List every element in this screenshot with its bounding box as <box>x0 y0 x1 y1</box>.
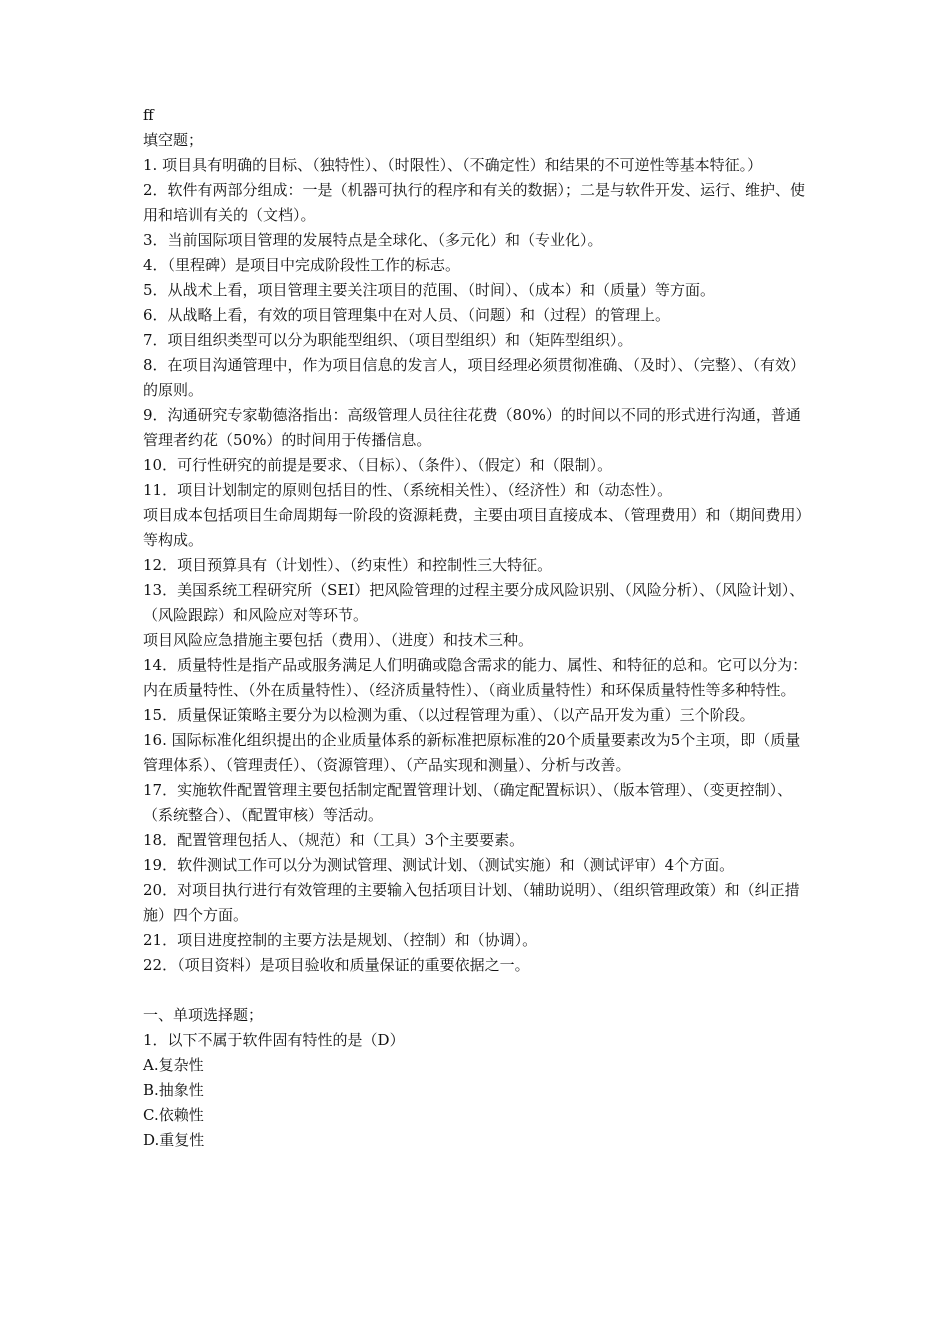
fill-item: 18．配置管理包括人、（规范）和（工具）3个主要要素。 <box>143 831 525 849</box>
fill-item: 14．质量特性是指产品或服务满足人们明确或隐含需求的能力、属性、和特征的总和。它可以分为：内在质量特性、（外在质量特性）、（经济质量特性）、（商业质量特性）和环保质量特性等多种特性。 <box>143 656 808 699</box>
choice-items <box>143 1028 811 1153</box>
doc-header: ff <box>143 106 154 124</box>
fill-item: 21．项目进度控制的主要方法是规划、（控制）和（协调）。 <box>143 931 538 949</box>
fill-item: 8．在项目沟通管理中，作为项目信息的发言人，项目经理必须贯彻准确、（及时）、（完整）、（有效）的原则。 <box>143 356 806 399</box>
fill-item: 13．美国系统工程研究所（SEI）把风险管理的过程主要分成风险识别、（风险分析）、（风险计划）、（风险跟踪）和风险应对等环节。 <box>143 581 805 624</box>
fill-item: 1. 项目具有明确的目标、（独特性）、（时限性）、（不确定性）和结果的不可逆性等基本特征。） <box>143 156 763 174</box>
fill-item: 17．实施软件配置管理主要包括制定配置管理计划、（确定配置标识）、（版本管理）、（变更控制）、（系统整合）、（配置审核）等活动。 <box>143 781 793 824</box>
fill-item: 项目风险应急措施主要包括（费用）、（进度）和技术三种。 <box>143 631 534 649</box>
fill-section-title: 填空题； <box>143 131 204 149</box>
fill-item: 9．沟通研究专家勒德洛指出：高级管理人员往往花费（80%）的时间以不同的形式进行沟通，普通管理者约花（50%）的时间用于传播信息。 <box>143 406 801 449</box>
fill-item: 11．项目计划制定的原则包括目的性、（系统相关性）、（经济性）和（动态性）。 <box>143 481 673 499</box>
fill-item: 10．可行性研究的前提是要求、（目标）、（条件）、（假定）和（限制）。 <box>143 456 613 474</box>
fill-item: 5．从战术上看，项目管理主要关注项目的范围、（时间）、（成本）和（质量）等方面。 <box>143 281 716 299</box>
choice-option: D.重复性 <box>143 1131 205 1149</box>
fill-item: 20．对项目执行进行有效管理的主要输入包括项目计划、（辅助说明）、（组织管理政策）和（纠正措施）四个方面。 <box>143 881 800 924</box>
choice-question: 1．以下不属于软件固有特性的是（D） <box>143 1031 405 1049</box>
fill-item: 7．项目组织类型可以分为职能型组织、（项目型组织）和（矩阵型组织）。 <box>143 331 633 349</box>
choice-option: B.抽象性 <box>143 1081 204 1099</box>
fill-item: 4．（里程碑）是项目中完成阶段性工作的标志。 <box>143 256 461 274</box>
fill-item: 15．质量保证策略主要分为以检测为重、（以过程管理为重）、（以产品开发为重）三个阶段。 <box>143 706 755 724</box>
fill-item: 3．当前国际项目管理的发展特点是全球化、（多元化）和（专业化）。 <box>143 231 603 249</box>
fill-item: 22．（项目资料）是项目验收和质量保证的重要依据之一。 <box>143 956 530 974</box>
fill-item: 19．软件测试工作可以分为测试管理、测试计划、（测试实施）和（测试评审）4个方面。 <box>143 856 735 874</box>
document-body <box>143 103 811 1153</box>
fill-item: 2．软件有两部分组成：一是（机器可执行的程序和有关的数据）；二是与软件开发、运行、维护、使用和培训有关的（文档）。 <box>143 181 806 224</box>
fill-item: 16. 国际标准化组织提出的企业质量体系的新标准把原标准的20个质量要素改为5个主项，即（质量管理体系）、（管理责任）、（资源管理）、（产品实现和测量）、分析与改善。 <box>143 731 801 774</box>
fill-item: 12．项目预算具有（计划性）、（约束性）和控制性三大特征。 <box>143 556 553 574</box>
choice-option: C.依赖性 <box>143 1106 204 1124</box>
fill-item: 项目成本包括项目生命周期每一阶段的资源耗费，主要由项目直接成本、（管理费用）和（期间费用）等构成。 <box>143 506 811 549</box>
fill-item: 6．从战略上看，有效的项目管理集中在对人员、（问题）和（过程）的管理上。 <box>143 306 671 324</box>
fill-in-items <box>143 153 811 978</box>
section-gap <box>143 978 811 1003</box>
choice-option: A.复杂性 <box>143 1056 204 1074</box>
choice-section-title: 一、单项选择题； <box>143 1006 264 1024</box>
